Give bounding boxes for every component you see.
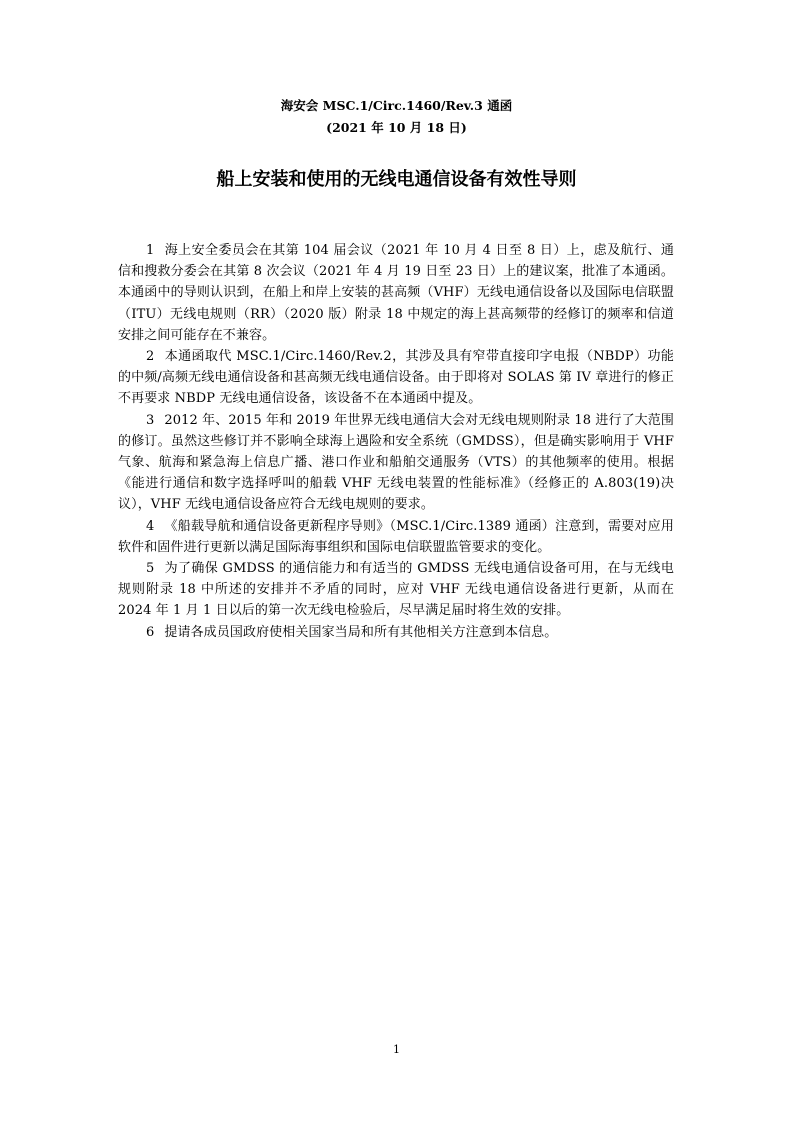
paragraph-text: 提请各成员国政府使相关国家当局和所有其他相关方注意到本信息。 [164,624,558,640]
document-body [118,240,674,643]
paragraph-1 [118,240,674,346]
paragraph-number: 6 [146,624,155,640]
paragraph-number: 5 [146,561,155,577]
paragraph-number: 2 [146,349,155,365]
paragraph-6 [118,622,674,643]
paragraph-text: 为了确保 GMDSS 的通信能力和有适当的 GMDSS 无线电通信设备可用，在与无线电规则附录 18 中所述的安排并不矛盾的同时，应对 VHF 无线电通信设备进行更新，从而在 2024 年 1 月 1 日以后的第一次无线电检验后，尽早满足届时将生效的安排。 [118,561,674,619]
paragraph-3 [118,410,674,516]
paragraph-text: 海上安全委员会在其第 104 届会议（2021 年 10 月 4 日至 8 日）上，虑及航行、通信和搜救分委会在其第 8 次会议（2021 年 4 月 19 日至 23 日）上的建议案，批准了本通函。本通函中的导则认识到，在船上和岸上安装的甚高频（VHF）无线电通信设备以及国际电信联盟（ITU）无线电规则（RR）（2020 版）附录 18 中规定的海上甚高频带的经修订的频率和信道安排之间可能存在不兼容。 [118,243,674,343]
paragraph-text: 《船载导航和通信设备更新程序导则》（MSC.1/Circ.1389 通函）注意到，需要对应用软件和固件进行更新以满足国际海事组织和国际电信联盟监管要求的变化。 [118,518,674,555]
paragraph-number: 3 [146,412,155,428]
page-number: 1 [393,1043,400,1056]
document-title: 船上安装和使用的无线电通信设备有效性导则 [216,169,577,190]
paragraph-text: 2012 年、2015 年和 2019 年世界无线电通信大会对无线电规则附录 18 进行了大范围的修订。虽然这些修订并不影响全球海上遇险和安全系统（GMDSS），但是确实影响用于 VHF 气象、航海和紧急海上信息广播、港口作业和船舶交通服务（VTS）的其他频率的使用。根据《能进行通信和数字选择呼叫的船载 VHF 无线电装置的性能标准》（经修正的 A.803(19)决议），VHF 无线电通信设备应符合无线电规则的要求。 [118,412,674,513]
paragraph-4 [118,516,674,558]
circular-date: (2021 年 10 月 18 日) [326,120,467,135]
paragraph-number: 1 [146,243,155,258]
paragraph-5 [118,558,674,622]
paragraph-number: 4 [146,518,155,534]
circular-reference: 海安会 MSC.1/Circ.1460/Rev.3 通函 [280,98,513,113]
paragraph-text: 本通函取代 MSC.1/Circ.1460/Rev.2，其涉及具有窄带直接印字电报（NBDP）功能的中频/高频无线电通信设备和甚高频无线电通信设备。由于即将对 SOLAS 第 IV 章进行的修正不再要求 NBDP 无线电通信设备，该设备不在本通函中提及。 [118,349,674,407]
paragraph-2 [118,346,674,410]
